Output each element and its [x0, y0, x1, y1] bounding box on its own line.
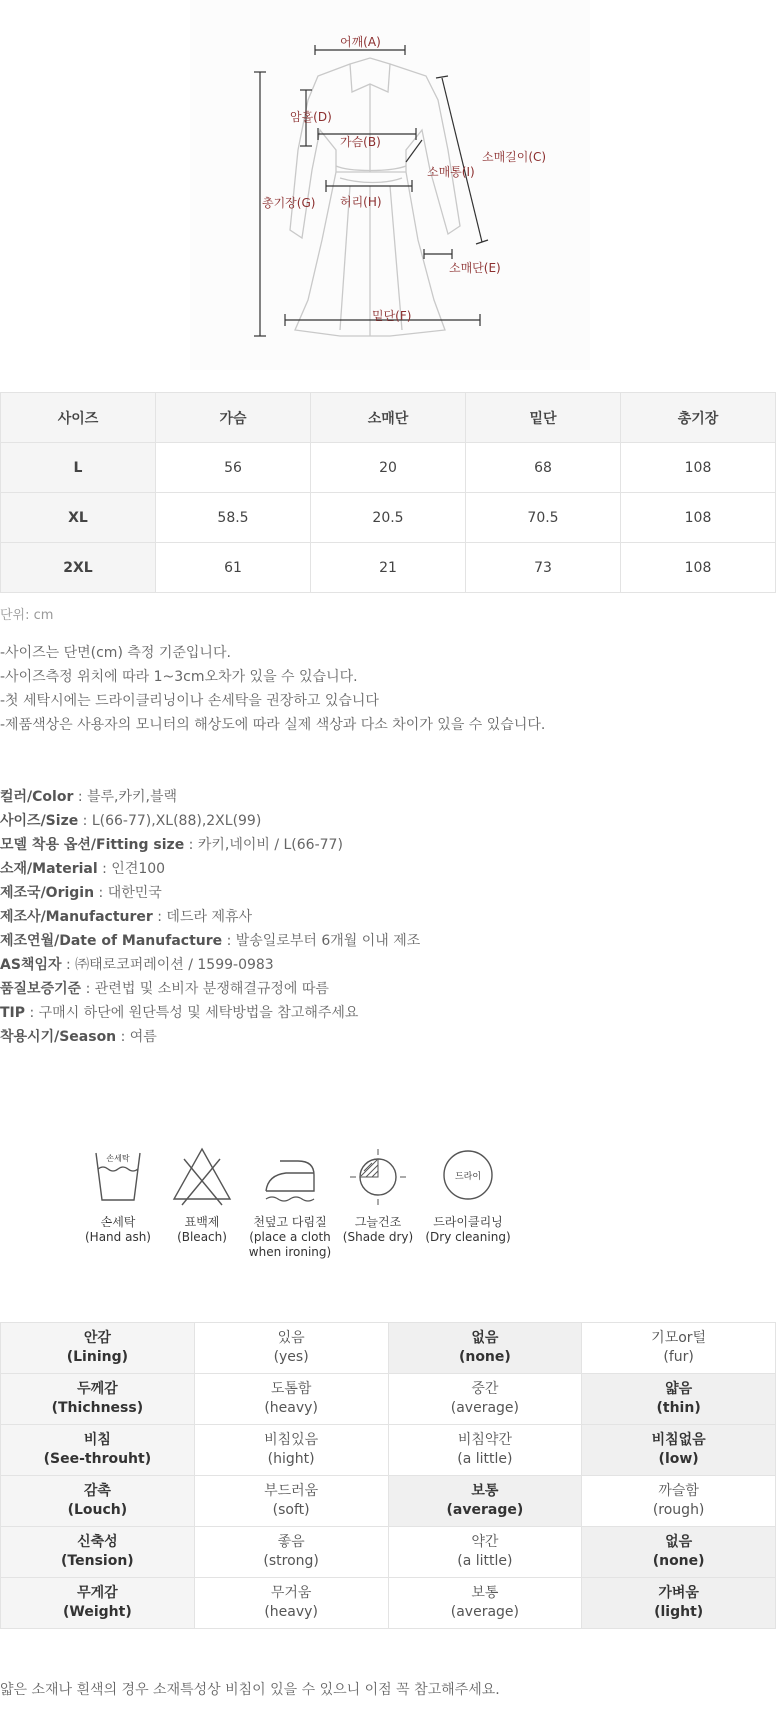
note-line: -사이즈는 단면(cm) 측정 기준입니다.	[0, 645, 231, 661]
property-option-line: (strong)	[263, 1553, 319, 1569]
property-option-line: 기모or털	[651, 1330, 707, 1346]
property-head-line: (Weight)	[63, 1604, 132, 1620]
property-option-selected	[388, 1323, 582, 1374]
table-row	[1, 1323, 776, 1374]
table-row	[1, 1578, 776, 1629]
property-option-line: 부드러움	[264, 1483, 319, 1499]
table-row	[1, 543, 776, 593]
cuff-label: 소매단(E)	[449, 261, 501, 275]
spec-label: 품질보증기준	[0, 981, 82, 997]
spec-row	[0, 1001, 420, 1025]
care-label-line: 표백제	[184, 1215, 220, 1229]
property-head-line: 비침	[83, 1432, 111, 1448]
spec-value: : 관련법 및 소비자 분쟁해결규정에 따름	[81, 981, 329, 997]
property-option	[582, 1476, 776, 1527]
spec-row	[0, 785, 420, 809]
property-head-line: (Tension)	[61, 1553, 134, 1569]
spec-label: 착용시기/Season	[0, 1029, 117, 1045]
unit-label: 단위: cm	[0, 608, 54, 623]
sleeve-length-label: 소매길이(C)	[482, 150, 547, 164]
chest-label: 가슴(B)	[340, 135, 381, 149]
sleeve-width-label: 소매통(I)	[427, 165, 475, 179]
property-option-line: (light)	[654, 1604, 704, 1620]
size-cell: 2XL	[1, 543, 156, 593]
property-head-line: 두께감	[77, 1381, 118, 1397]
property-option-line: (none)	[652, 1553, 705, 1569]
care-label-line: 천덮고 다림질	[253, 1215, 327, 1229]
dry-clean-icon	[436, 1145, 500, 1207]
spec-label: AS책임자	[0, 957, 62, 973]
shade-dry-icon	[346, 1145, 410, 1207]
total-length-label: 총기장(G)	[262, 196, 316, 210]
hand-wash-icon	[88, 1145, 148, 1207]
size-cell: XL	[1, 493, 156, 543]
table-row	[1, 443, 776, 493]
property-option-line: 비침약간	[457, 1432, 512, 1448]
cuff-cell: 20	[311, 443, 466, 493]
property-option	[194, 1374, 388, 1425]
header-cell: 소매단	[311, 393, 466, 443]
header-cell: 가슴	[156, 393, 311, 443]
property-option	[388, 1527, 582, 1578]
spec-label: 모델 착용 옵션/Fitting size	[0, 837, 185, 853]
property-option	[388, 1425, 582, 1476]
spec-row	[0, 977, 420, 1001]
property-option-line: (heavy)	[264, 1604, 318, 1620]
property-option-line: 약간	[471, 1534, 499, 1550]
hem-cell: 68	[466, 443, 621, 493]
note-line: -첫 세탁시에는 드라이클리닝이나 손세탁을 권장하고 있습니다	[0, 693, 379, 709]
care-label-line: (Bleach)	[177, 1230, 227, 1244]
property-option-line: (none)	[458, 1349, 511, 1365]
waist-label: 허리(H)	[340, 195, 382, 209]
no-bleach-icon	[170, 1145, 234, 1207]
property-option-selected	[388, 1476, 582, 1527]
spec-value: : 대한민국	[94, 885, 162, 901]
size-cell: L	[1, 443, 156, 493]
care-label-line: (Hand ash)	[85, 1230, 151, 1244]
property-option-selected	[582, 1527, 776, 1578]
spec-value: : 데드라 제휴사	[152, 909, 253, 925]
property-option-line: 도톰함	[270, 1381, 312, 1397]
spec-value: : 인견100	[97, 861, 166, 877]
spec-value: : 카키,네이비 / L(66-77)	[184, 837, 343, 853]
spec-row	[0, 1025, 420, 1049]
spec-label: 제조연월/Date of Manufacture	[0, 933, 223, 949]
property-option-line: 중간	[471, 1381, 499, 1397]
fabric-properties-table	[0, 1322, 776, 1629]
property-option-line: 없음	[665, 1534, 693, 1550]
hem-label: 밑단(F)	[372, 309, 412, 323]
spec-label: 제조사/Manufacturer	[0, 909, 153, 925]
property-head	[1, 1323, 195, 1374]
property-option-line: (hight)	[267, 1451, 315, 1467]
spec-label: 컬러/Color	[0, 789, 74, 805]
property-head	[1, 1374, 195, 1425]
property-option-line: 얇음	[665, 1381, 693, 1397]
spec-label: 소재/Material	[0, 861, 98, 877]
length-cell: 108	[621, 543, 776, 593]
property-head-line: 신축성	[77, 1534, 118, 1550]
care-label-line: 그늘건조	[354, 1215, 402, 1229]
header-cell: 사이즈	[1, 393, 156, 443]
property-option-line: (thin)	[656, 1400, 701, 1416]
care-label-line: (Shade dry)	[342, 1230, 414, 1244]
property-option-line: 있음	[277, 1330, 305, 1346]
spec-value: : 구매시 하단에 원단특성 및 세탁방법을 참고해주세요	[25, 1005, 359, 1021]
care-bleach	[154, 1145, 250, 1245]
cuff-cell: 20.5	[311, 493, 466, 543]
length-cell: 108	[621, 493, 776, 543]
care-label-line: 드라이클리닝	[433, 1215, 503, 1229]
property-option	[388, 1374, 582, 1425]
care-shade-dry	[330, 1145, 426, 1245]
property-option-selected	[582, 1578, 776, 1629]
size-table	[0, 392, 776, 593]
spec-row	[0, 905, 420, 929]
spec-label: TIP	[0, 1005, 26, 1021]
property-option	[194, 1527, 388, 1578]
measurement-diagram	[190, 0, 590, 370]
care-dry-clean	[420, 1145, 516, 1245]
header-cell: 밑단	[466, 393, 621, 443]
size-table-header	[1, 393, 776, 443]
property-option-line: (fur)	[663, 1349, 694, 1365]
property-option	[194, 1425, 388, 1476]
property-option-line: (heavy)	[264, 1400, 318, 1416]
property-option-line: (average)	[450, 1604, 519, 1620]
property-option	[388, 1578, 582, 1629]
table-row	[1, 1527, 776, 1578]
property-option-line: (average)	[450, 1400, 519, 1416]
fabric-footnote: 얇은 소재나 흰색의 경우 소재특성상 비침이 있을 수 있으니 이점 꼭 참고해주세요.	[0, 1682, 500, 1698]
care-label-line: 손세탁	[100, 1215, 136, 1229]
property-option	[582, 1323, 776, 1374]
property-head-line: 감촉	[83, 1483, 111, 1499]
property-option-line: 없음	[471, 1330, 499, 1346]
spec-row	[0, 833, 420, 857]
property-option-line: (rough)	[652, 1502, 705, 1518]
table-row	[1, 1476, 776, 1527]
property-option-line: 비침있음	[264, 1432, 319, 1448]
property-option	[194, 1323, 388, 1374]
hem-cell: 73	[466, 543, 621, 593]
care-hand-wash	[70, 1145, 166, 1245]
care-instructions	[70, 1145, 530, 1265]
care-iron	[242, 1145, 338, 1260]
property-option-line: 가벼움	[658, 1585, 699, 1601]
spec-value: : L(66-77),XL(88),2XL(99)	[78, 813, 262, 829]
property-option-line: 좋음	[277, 1534, 305, 1550]
care-label-line: (Dry cleaning)	[425, 1230, 511, 1244]
property-option-line: 보통	[471, 1483, 499, 1499]
property-head	[1, 1578, 195, 1629]
care-label-line: when ironing)	[248, 1245, 332, 1259]
property-option-line: 보통	[471, 1585, 499, 1601]
property-option-selected	[582, 1425, 776, 1476]
property-head-line: (Thichness)	[51, 1400, 144, 1416]
property-option-line: (a little)	[457, 1553, 513, 1569]
spec-row	[0, 809, 420, 833]
spec-label: 사이즈/Size	[0, 813, 79, 829]
property-option-line: 무거움	[270, 1585, 312, 1601]
property-option-line: 까슬함	[658, 1483, 699, 1499]
header-cell: 총기장	[621, 393, 776, 443]
cuff-cell: 21	[311, 543, 466, 593]
care-label-line: (place a cloth	[249, 1230, 331, 1244]
property-head	[1, 1425, 195, 1476]
spec-value: : 블루,카키,블랙	[73, 789, 178, 805]
spec-row	[0, 881, 420, 905]
chest-cell: 61	[156, 543, 311, 593]
property-head	[1, 1527, 195, 1578]
spec-row	[0, 953, 420, 977]
spec-value: : 여름	[116, 1029, 157, 1045]
note-line: -제품색상은 사용자의 모니터의 해상도에 따라 실제 색상과 다소 차이가 있을 수 있습니다.	[0, 717, 546, 733]
property-head-line: (Louch)	[67, 1502, 128, 1518]
property-head-line: 무게감	[77, 1585, 118, 1601]
size-notes	[0, 641, 545, 737]
note-line: -사이즈측정 위치에 따라 1~3cm오차가 있을 수 있습니다.	[0, 669, 358, 685]
chest-cell: 58.5	[156, 493, 311, 543]
property-option	[194, 1578, 388, 1629]
property-option-line: (a little)	[457, 1451, 513, 1467]
iron-icon	[258, 1145, 322, 1207]
spec-row	[0, 929, 420, 953]
spec-value: : ㈜태로코퍼레이션 / 1599-0983	[61, 957, 274, 973]
property-option-line: (low)	[658, 1451, 699, 1467]
table-row	[1, 493, 776, 543]
hand-wash-icon-text: 손세탁	[106, 1154, 130, 1163]
product-specs	[0, 785, 420, 1049]
property-head	[1, 1476, 195, 1527]
property-option-line: (average)	[446, 1502, 524, 1518]
property-head-line: (Lining)	[66, 1349, 129, 1365]
hem-cell: 70.5	[466, 493, 621, 543]
property-option-line: 비침없음	[651, 1432, 706, 1448]
table-row	[1, 1374, 776, 1425]
property-option-line: (yes)	[273, 1349, 309, 1365]
property-option	[194, 1476, 388, 1527]
table-row	[1, 1425, 776, 1476]
property-option-line: (soft)	[272, 1502, 310, 1518]
property-head-line: (See-throuht)	[43, 1451, 152, 1467]
spec-value: : 발송일로부터 6개월 이내 제조	[222, 933, 421, 949]
spec-row	[0, 857, 420, 881]
property-option-selected	[582, 1374, 776, 1425]
property-head-line: 안감	[83, 1330, 111, 1346]
chest-cell: 56	[156, 443, 311, 493]
shoulder-label: 어깨(A)	[340, 35, 381, 49]
length-cell: 108	[621, 443, 776, 493]
dry-clean-icon-text: 드라이	[454, 1172, 482, 1182]
spec-label: 제조국/Origin	[0, 885, 95, 901]
armhole-label: 암홀(D)	[290, 110, 332, 124]
